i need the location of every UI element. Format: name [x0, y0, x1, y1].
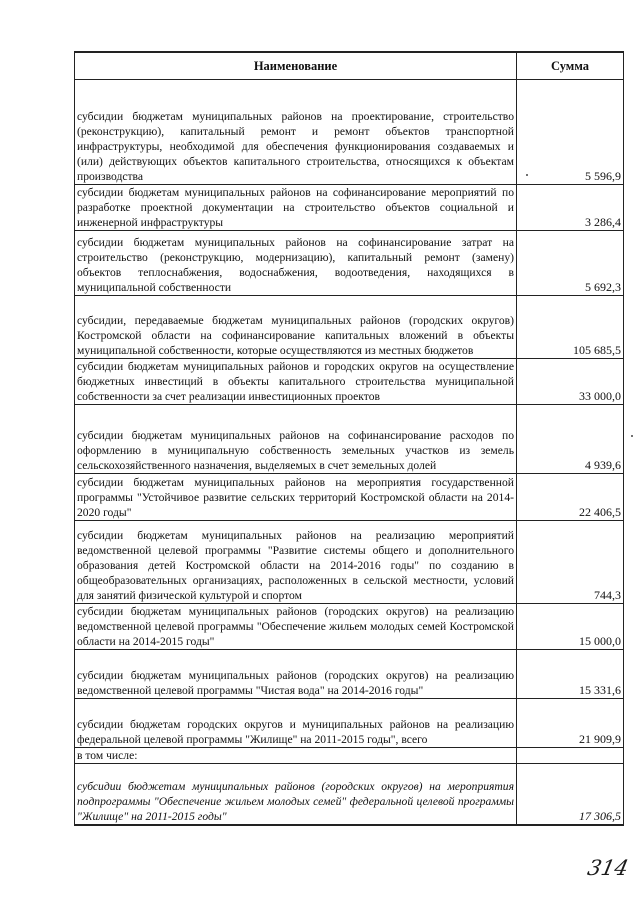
table-row — [75, 604, 624, 650]
row-sum: 22 406,5 — [517, 474, 624, 521]
row-name: субсидии бюджетам муниципальных районов и городских округов на осуществление бюджетных инвестиций в объекты капитального строительства муниципальной собственности за счет реализации инвестиционных проектов — [75, 359, 517, 405]
row-name: субсидии бюджетам муниципальных районов (городских округов) на реализацию ведомственной целевой программы "Обеспечение жильем молодых семей Костромской области на 2014-2015 годы" — [75, 604, 517, 650]
row-sum: 5 596,9 — [517, 80, 624, 185]
table-row — [75, 405, 624, 474]
row-name: субсидии бюджетам муниципальных районов на мероприятия государственной программы "Устойчивое развитие сельских территорий Костромской области на 2014-2020 годы" — [75, 474, 517, 521]
table-row — [75, 521, 624, 604]
table-header-row — [75, 52, 624, 80]
row-name: субсидии бюджетам муниципальных районов на проектирование, строительство (реконструкцию), капитальный ремонт и ремонт объектов транспортной инфраструктуры, необходимой для обеспечения функционирования создаваемых и (или) действующих объектов капитального строительства, относящихся к объектам производства — [75, 80, 517, 185]
row-name: субсидии бюджетам муниципальных районов на реализацию мероприятий ведомственной целевой программы "Развитие системы общего и дополнительного образования детей Костромской области на 2014-2016 годы" по созданию в общеобразовательных организациях, расположенных в сельской местности, условий для занятий физической культурой и спортом — [75, 521, 517, 604]
table-row — [75, 80, 624, 185]
row-name: в том числе: — [75, 748, 517, 764]
row-sum: 17 306,5 — [517, 764, 624, 826]
row-sum: 33 000,0 — [517, 359, 624, 405]
table-row — [75, 474, 624, 521]
table-row — [75, 650, 624, 699]
row-name: субсидии бюджетам муниципальных районов (городских округов) на мероприятия подпрограммы "Обеспечение жильем молодых семей" федеральной целевой программы "Жилище" на 2011-2015 годы" — [75, 764, 517, 826]
row-sum — [517, 748, 624, 764]
table-row — [75, 359, 624, 405]
row-sum: 21 909,9 — [517, 699, 624, 748]
table-row — [75, 699, 624, 748]
table-row — [75, 296, 624, 359]
row-sum: 15 331,6 — [517, 650, 624, 699]
row-sum: 744,3 — [517, 521, 624, 604]
table-row — [75, 231, 624, 296]
row-name: субсидии, передаваемые бюджетам муниципальных районов (городских округов) Костромской области на софинансирование капитальных вложений в объекты муниципальной собственности, которые осуществляются из местных бюджетов — [75, 296, 517, 359]
table-row — [75, 185, 624, 231]
row-sum: 15 000,0 — [517, 604, 624, 650]
row-sum: 5 692,3 — [517, 231, 624, 296]
scan-speck — [631, 435, 633, 437]
row-sum: 4 939,6 — [517, 405, 624, 474]
scan-speck — [526, 174, 528, 176]
row-sum: 3 286,4 — [517, 185, 624, 231]
table-row — [75, 764, 624, 826]
row-sum: 105 685,5 — [517, 296, 624, 359]
page-number: 314 — [585, 856, 631, 880]
row-name: субсидии бюджетам муниципальных районов на софинансирование затрат на строительство (реконструкцию, модернизацию), капитальный ремонт (замену) объектов теплоснабжения, водоснабжения, водоотведения, находящихся в муниципальной собственности — [75, 231, 517, 296]
table-row — [75, 748, 624, 764]
subsidies-table — [74, 51, 624, 826]
column-header-sum: Сумма — [517, 52, 624, 80]
row-name: субсидии бюджетам муниципальных районов на софинансирование мероприятий по разработке проектной документации на строительство объектов социальной и инженерной инфраструктуры — [75, 185, 517, 231]
column-header-name: Наименование — [75, 52, 517, 80]
row-name: субсидии бюджетам муниципальных районов на софинансирование расходов по оформлению в муниципальную собственность земельных участков из земель сельскохозяйственного назначения, выделяемых в счет земельных долей — [75, 405, 517, 474]
row-name: субсидии бюджетам городских округов и муниципальных районов на реализацию федеральной целевой программы "Жилище" на 2011-2015 годы", всего — [75, 699, 517, 748]
row-name: субсидии бюджетам муниципальных районов (городских округов) на реализацию ведомственной целевой программы "Чистая вода" на 2014-2016 годы" — [75, 650, 517, 699]
